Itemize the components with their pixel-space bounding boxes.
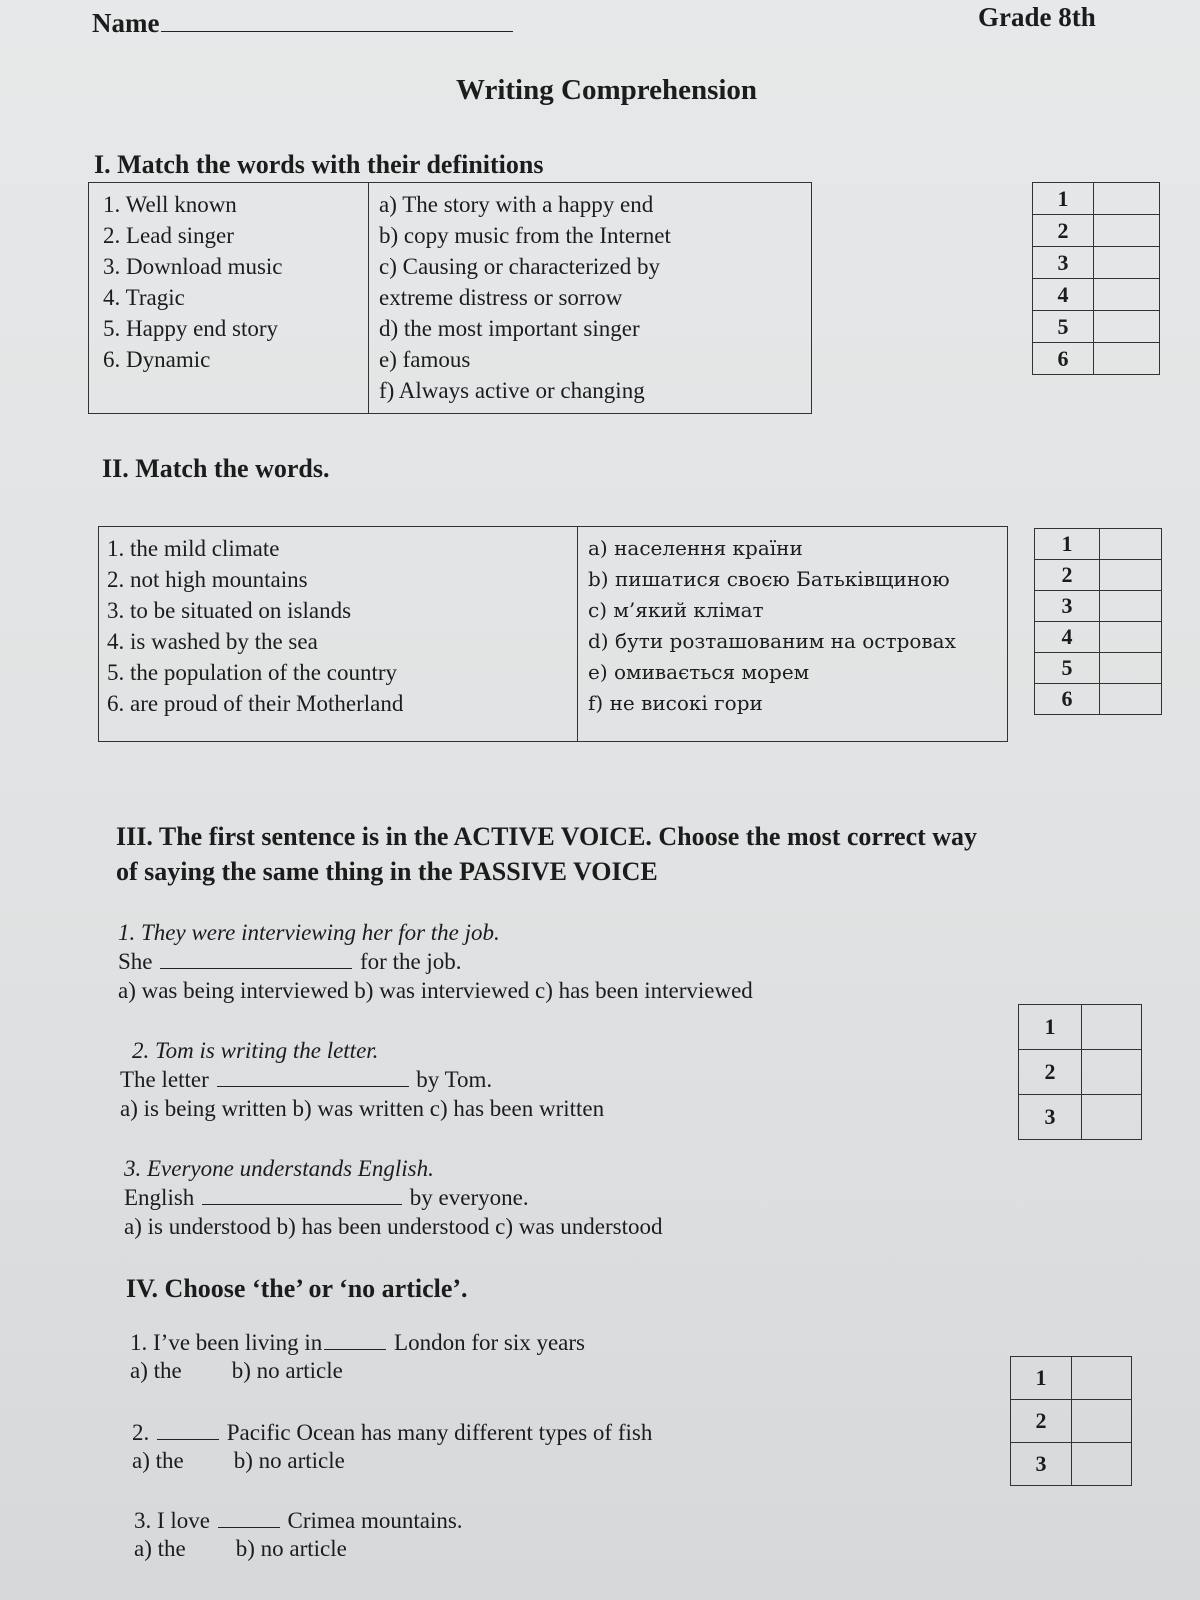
answer-cell[interactable] — [1100, 653, 1162, 684]
answer-blank[interactable] — [160, 967, 352, 969]
list-item: 1. the mild climate — [107, 536, 280, 561]
list-item: 5. the population of the country — [107, 660, 397, 685]
answer-cell[interactable] — [1082, 1050, 1142, 1095]
answer-cell[interactable] — [1094, 343, 1160, 375]
list-item: d) бути розташованим на островах — [588, 629, 956, 653]
section3-item2-active: 2. Tom is writing the letter. — [132, 1038, 379, 1063]
list-item: 3. to be situated on islands — [107, 598, 352, 623]
section3-item1-active: 1. They were interviewing her for the job. — [118, 920, 500, 945]
list-item: e) омивається морем — [588, 660, 810, 684]
answer-cell[interactable] — [1094, 279, 1160, 311]
section3-item1-options: a) was being interviewed b) was interviewed c) has been interviewed — [118, 978, 753, 1003]
answer-cell[interactable] — [1100, 622, 1162, 653]
name-line — [92, 8, 515, 39]
answer-blank[interactable] — [218, 1526, 280, 1528]
section4-item2-options: a) the b) no article — [132, 1448, 345, 1473]
section3-heading-line1: III. The first sentence is in the ACTIVE VOICE. Choose the most correct way — [116, 822, 978, 851]
section4-item1-options: a) the b) no article — [130, 1358, 343, 1383]
answer-blank[interactable] — [157, 1438, 219, 1440]
list-item: b) пишатися своєю Батьківщиною — [588, 567, 950, 591]
section2-translations-column — [578, 527, 1008, 742]
answer-cell[interactable] — [1100, 591, 1162, 622]
list-item: 1. Well known — [103, 192, 237, 217]
section4-answer-grid: 1 2 3 — [1010, 1356, 1132, 1486]
page-title: Writing Comprehension — [456, 74, 758, 106]
section3-answer-grid: 1 2 3 — [1018, 1004, 1142, 1140]
list-item: d) the most important singer — [379, 316, 640, 341]
section3-item1-line: She for the job. — [118, 949, 462, 974]
section3-item2-options: a) is being written b) was written c) has been written — [120, 1096, 605, 1121]
section1-definitions-column — [369, 183, 812, 414]
answer-cell[interactable] — [1072, 1357, 1132, 1400]
list-item: f) Always active or changing — [379, 378, 645, 403]
list-item: a) The story with a happy end — [379, 192, 654, 217]
list-item: extreme distress or sorrow — [379, 285, 623, 310]
answer-cell[interactable] — [1072, 1443, 1132, 1486]
name-label: Name — [92, 8, 160, 38]
list-item: c) м’який клімат — [588, 598, 764, 622]
list-item: 5. Happy end story — [103, 316, 279, 341]
section4-item3-options: a) the b) no article — [134, 1536, 347, 1561]
section2-answer-grid: 1 2 3 4 5 6 — [1034, 528, 1162, 715]
list-item: b) copy music from the Internet — [379, 223, 671, 248]
section1-answer-grid: 1 2 3 4 5 6 — [1032, 182, 1160, 375]
section4-item1-line: 1. I’ve been living in London for six years — [130, 1330, 586, 1355]
list-item: 2. Lead singer — [103, 223, 234, 248]
section2-words-column — [99, 527, 578, 742]
answer-cell[interactable] — [1100, 560, 1162, 591]
section1-heading: I. Match the words with their definitions — [94, 150, 544, 179]
list-item: f) не високі гори — [588, 691, 763, 715]
grade-label: Grade 8th — [978, 2, 1096, 32]
answer-cell[interactable] — [1072, 1400, 1132, 1443]
section2-match-table — [98, 526, 1008, 742]
answer-blank[interactable] — [324, 1348, 386, 1350]
list-item: 6. are proud of their Motherland — [107, 691, 404, 716]
section4-heading: IV. Choose ‘the’ or ‘no article’. — [126, 1274, 468, 1303]
section1-match-table — [88, 182, 812, 414]
answer-cell[interactable] — [1082, 1005, 1142, 1050]
answer-cell[interactable] — [1100, 529, 1162, 560]
section1-words-column — [89, 183, 369, 414]
section2-heading: II. Match the words. — [102, 454, 330, 483]
list-item: c) Causing or characterized by — [379, 254, 660, 279]
answer-cell[interactable] — [1094, 215, 1160, 247]
section3-item2-line: The letter by Tom. — [120, 1067, 493, 1092]
answer-cell[interactable] — [1100, 684, 1162, 715]
list-item: 6. Dynamic — [103, 347, 211, 372]
list-item: 3. Download music — [103, 254, 283, 279]
answer-blank[interactable] — [217, 1085, 409, 1087]
list-item: e) famous — [379, 347, 471, 372]
section4-item2-line: 2. Pacific Ocean has many different types of fish — [132, 1420, 653, 1445]
answer-cell[interactable] — [1094, 183, 1160, 215]
name-blank[interactable] — [161, 30, 513, 32]
section3-item3-options: a) is understood b) has been understood c) was understood — [124, 1214, 663, 1239]
list-item: a) населення країни — [588, 536, 803, 560]
section3-item3-line: English by everyone. — [124, 1185, 529, 1210]
section3-heading-line2: of saying the same thing in the PASSIVE VOICE — [116, 857, 658, 886]
list-item: 2. not high mountains — [107, 567, 308, 592]
answer-cell[interactable] — [1094, 311, 1160, 343]
list-item: 4. is washed by the sea — [107, 629, 318, 654]
section3-item3-active: 3. Everyone understands English. — [124, 1156, 434, 1181]
answer-cell[interactable] — [1094, 247, 1160, 279]
section4-item3-line: 3. I love Crimea mountains. — [134, 1508, 463, 1533]
list-item: 4. Tragic — [103, 285, 185, 310]
answer-blank[interactable] — [202, 1203, 402, 1205]
answer-cell[interactable] — [1082, 1095, 1142, 1140]
